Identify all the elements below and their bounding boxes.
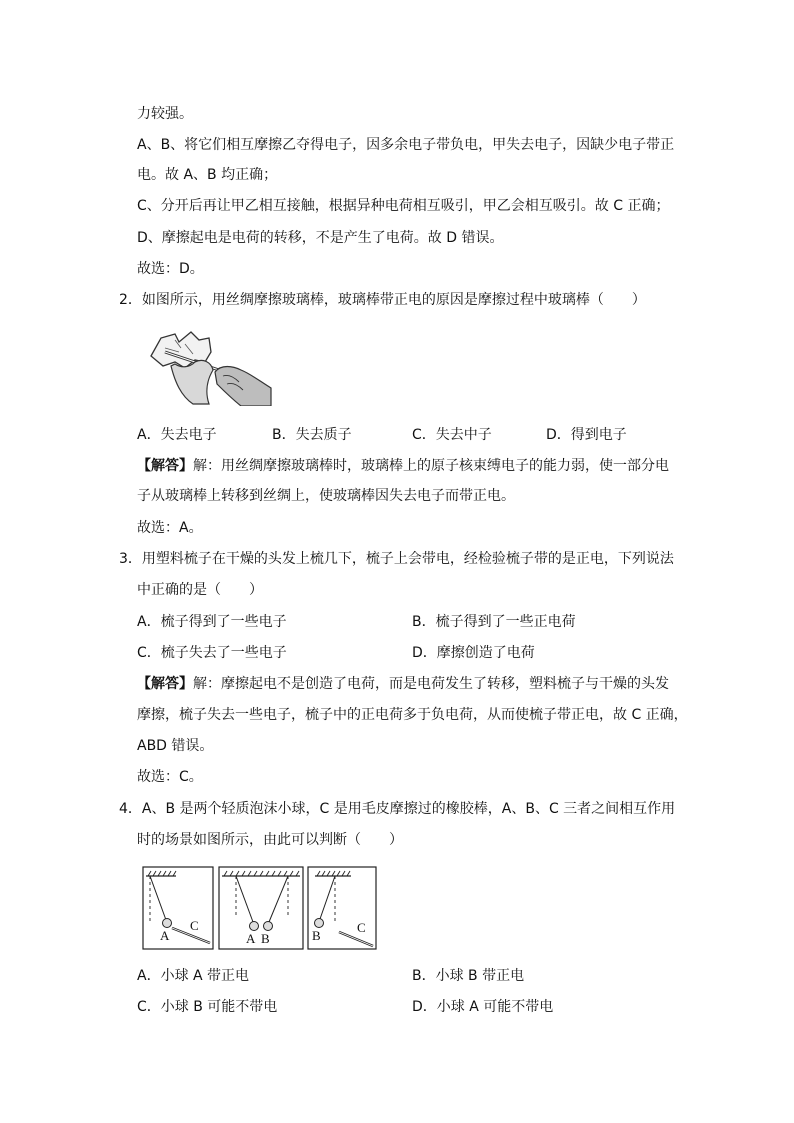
q3-option-c: C．梳子失去了一些电子 <box>137 645 287 661</box>
q4-fig3-ball-label: B <box>312 928 321 943</box>
q3-answer-tag: 【解答】 <box>137 676 193 692</box>
q4-stem-line-1: 4．A、B 是两个轻质泡沫小球，C 是用毛皮摩擦过的橡胶棒，A、B、C 三者之间相互作用 <box>119 801 676 817</box>
q2-answer-line-2: 子从玻璃棒上转移到丝绸上，使玻璃棒因失去电子而带正电。 <box>137 488 515 504</box>
q4-option-b: B．小球 B 带正电 <box>412 968 525 984</box>
q2-stem: 2．如图所示，用丝绸摩擦玻璃棒，玻璃棒带正电的原因是摩擦过程中玻璃棒（ ） <box>119 292 646 308</box>
prev-answer-line-3: 电。故 A、B 均正确； <box>137 167 278 183</box>
q2-option-c: C．失去中子 <box>412 427 492 443</box>
q4-stem-line-2: 时的场景如图所示，由此可以判断（ ） <box>137 832 403 848</box>
prev-answer-line-5: D、摩擦起电是电荷的转移，不是产生了电荷。故 D 错误。 <box>137 230 504 246</box>
q4-option-c: C．小球 B 可能不带电 <box>137 999 278 1015</box>
q3-option-a: A．梳子得到了一些电子 <box>137 614 287 630</box>
q4-fig1-ball-label: A <box>160 928 170 943</box>
q3-answer-text: 解：摩擦起电不是创造了电荷，而是电荷发生了转移，塑料梳子与干燥的头发 <box>193 676 669 692</box>
q2-option-b: B．失去质子 <box>272 427 352 443</box>
q3-answer-line-3: ABD 错误。 <box>137 738 214 754</box>
q4-fig3-rod-label: C <box>357 920 366 935</box>
prev-answer-line-1: 力较强。 <box>137 106 193 122</box>
prev-answer-line-2: A、B、将它们相互摩擦乙夺得电子，因多余电子带负电，甲失去电子，因缺少电子带正 <box>137 137 675 153</box>
q2-answer-text: 解：用丝绸摩擦玻璃棒时，玻璃棒上的原子核束缚电子的能力弱，使一部分电 <box>193 458 669 474</box>
q4-figure-panel-3 <box>307 866 377 950</box>
q2-option-d: D．得到电子 <box>546 427 627 443</box>
q2-figure-rubbing-glass-rod <box>145 326 273 406</box>
q4-fig1-rod-label: C <box>190 918 199 933</box>
q4-option-d: D．小球 A 可能不带电 <box>412 999 554 1015</box>
q2-option-a: A．失去电子 <box>137 427 217 443</box>
q4-figure-panel-1 <box>142 866 214 950</box>
q3-answer-choice: 故选：C。 <box>137 769 203 785</box>
prev-answer-line-4: C、分开后再让甲乙相互接触，根据异种电荷相互吸引，甲乙会相互吸引。故 C 正确； <box>137 198 670 214</box>
q2-answer-tag: 【解答】 <box>137 458 193 474</box>
q3-option-b: B．梳子得到了一些正电荷 <box>412 614 576 630</box>
prev-answer-choice: 故选：D。 <box>137 261 204 277</box>
q2-answer-choice: 故选：A。 <box>137 520 203 536</box>
q4-option-a: A．小球 A 带正电 <box>137 968 250 984</box>
q4-fig2-ball-a-label: A <box>246 931 256 946</box>
q3-answer-line-1 <box>137 674 669 694</box>
q2-answer-line-1 <box>137 456 669 476</box>
q3-option-d: D．摩擦创造了电荷 <box>412 645 535 661</box>
q3-answer-line-2: 摩擦，梳子失去一些电子，梳子中的正电荷多于负电荷，从而使梳子带正电，故 C 正确， <box>137 707 688 723</box>
q4-fig2-ball-b-label: B <box>261 931 270 946</box>
q4-figure-panel-2 <box>218 866 304 950</box>
q3-stem-line-2: 中正确的是（ ） <box>137 582 263 598</box>
q3-stem-line-1: 3．用塑料梳子在干燥的头发上梳几下，梳子上会带电，经检验梳子带的是正电，下列说法 <box>119 551 674 567</box>
